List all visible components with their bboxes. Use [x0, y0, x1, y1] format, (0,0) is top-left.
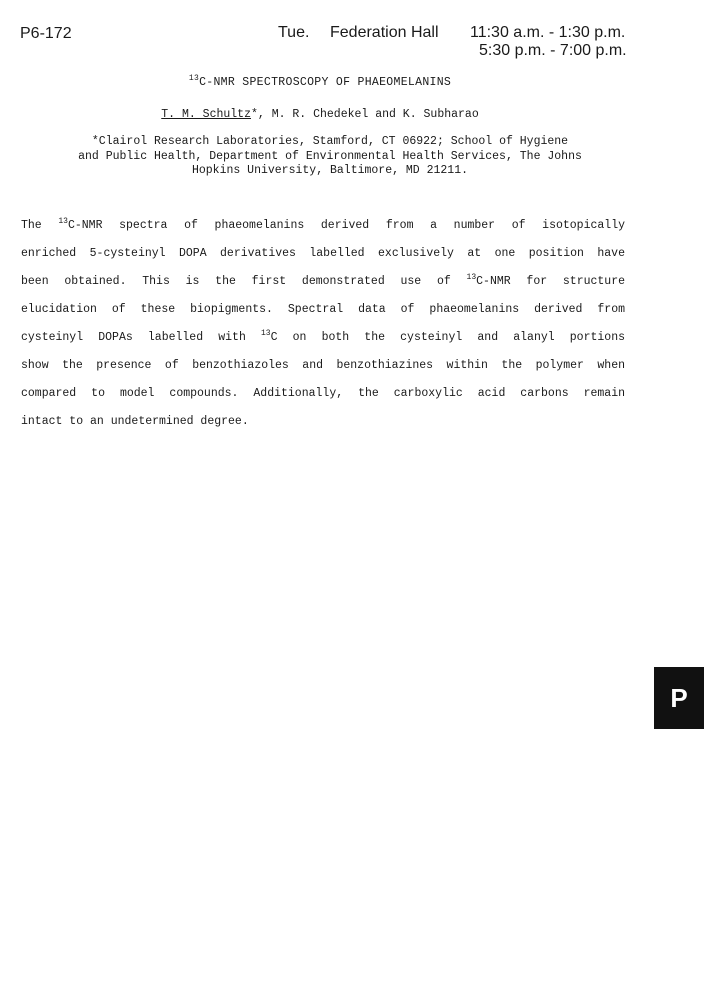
title-isotope-superscript: 13	[188, 74, 200, 84]
abstract-text: been obtained. This is the first demonstrated use of	[21, 275, 467, 288]
abstract-line	[21, 216, 625, 244]
abstract-text: cysteinyl DOPAs labelled with	[21, 331, 261, 344]
isotope-superscript: 13	[260, 329, 271, 339]
session-day: Tue.	[278, 24, 310, 41]
affiliation-line: and Public Health, Department of Environmental Health Services, The Johns	[78, 149, 582, 163]
section-tab: P	[654, 667, 704, 729]
affiliation-line: Hopkins University, Baltimore, MD 21211.	[191, 164, 469, 177]
session-venue: Federation Hall	[330, 24, 439, 41]
isotope-superscript: 13	[466, 273, 477, 283]
affiliation-line: *Clairol Research Laboratories, Stamford, CT 06922; School of Hygiene	[91, 135, 569, 148]
abstract-text: The	[21, 219, 59, 232]
abstract-line: intact to an undetermined degree.	[21, 415, 249, 428]
abstract-line: enriched 5-cysteinyl DOPA derivatives labelled exclusively at one position have	[21, 247, 625, 260]
paper-title	[0, 76, 640, 89]
abstract-line	[21, 272, 625, 300]
abstract-text: C-NMR spectra of phaeomelanins derived from a number of isotopically	[67, 219, 625, 232]
lead-author: T. M. Schultz	[161, 108, 251, 121]
co-authors: *, M. R. Chedekel and K. Subharao	[250, 108, 479, 121]
abstract	[21, 216, 625, 440]
abstract-line: elucidation of these biopigments. Spectral data of phaeomelanins derived from	[21, 303, 625, 316]
abstract-line: show the presence of benzothiazoles and benzothiazines within the polymer when	[21, 359, 625, 372]
abstract-text: C-NMR for structure	[476, 275, 626, 288]
abstract-line	[21, 328, 625, 356]
abstract-line: compared to model compounds. Additionally, the carboxylic acid carbons remain	[21, 387, 625, 400]
isotope-superscript: 13	[58, 217, 68, 227]
authors	[0, 108, 640, 121]
abstract-text: C on both the cysteinyl and alanyl portions	[270, 331, 625, 344]
session-code: P6-172	[20, 25, 72, 42]
title-text: C-NMR SPECTROSCOPY OF PHAEOMELANINS	[199, 76, 452, 89]
session-time-2: 5:30 p.m. - 7:00 p.m.	[479, 42, 627, 59]
affiliations	[40, 135, 620, 179]
session-time-1: 11:30 a.m. - 1:30 p.m.	[470, 24, 626, 41]
